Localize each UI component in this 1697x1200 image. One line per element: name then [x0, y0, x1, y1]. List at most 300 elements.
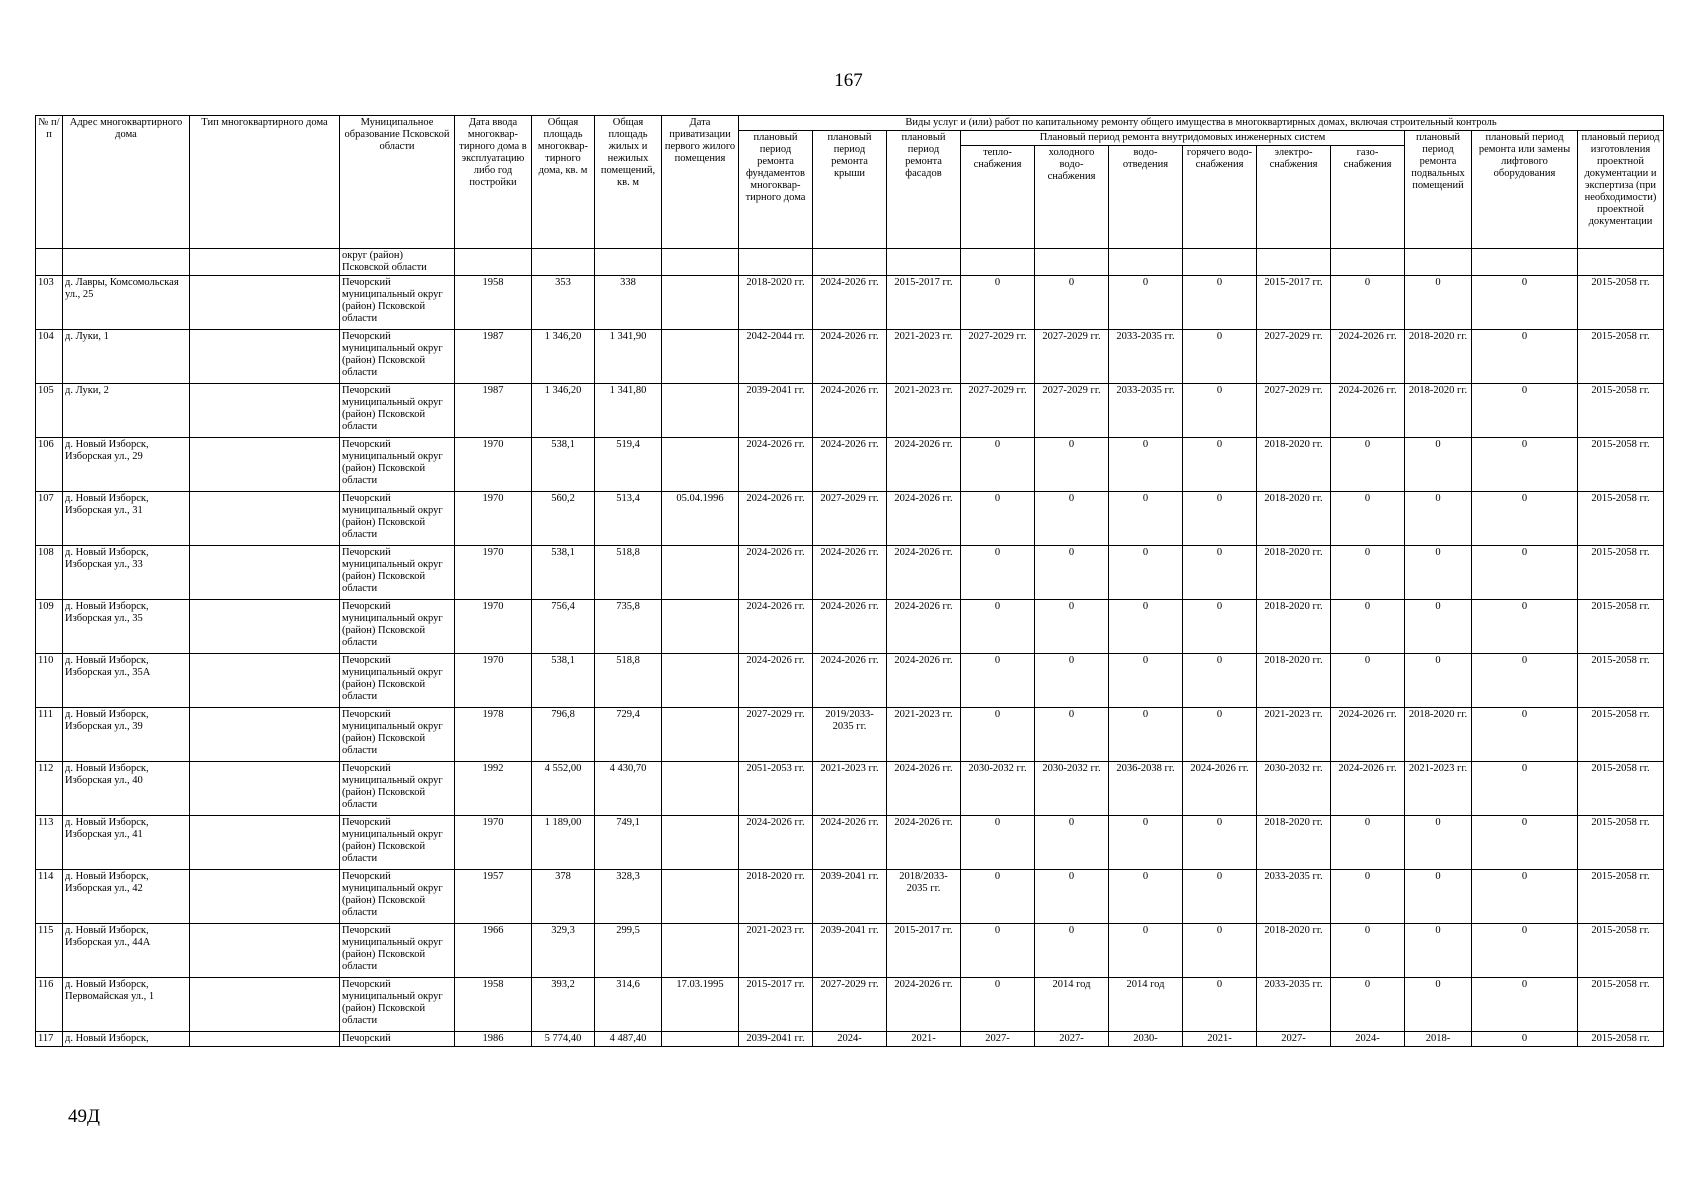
cell-design-docs: 2015-2058 гг.	[1578, 816, 1664, 870]
table-row	[36, 438, 1664, 492]
header-engineering-group: Плановый период ремонта внутридомовых инженерных систем	[961, 131, 1405, 146]
cell-address: д. Новый Изборск, Первомайская ул., 1	[63, 978, 190, 1032]
cell-foundation: 2024-2026 гг.	[739, 438, 813, 492]
cell-house-type	[190, 438, 340, 492]
cell-roof: 2024-2026 гг.	[813, 276, 887, 330]
cell-basement: 0	[1405, 654, 1472, 708]
cell-facade: 2024-2026 гг.	[887, 762, 961, 816]
table-row	[36, 276, 1664, 330]
cell-facade: 2018/2033-2035 гг.	[887, 870, 961, 924]
cell-living-area: 513,4	[595, 492, 662, 546]
cell-design-docs: 2015-2058 гг.	[1578, 546, 1664, 600]
cell-num: 103	[36, 276, 63, 330]
cell-hot-water: 0	[1183, 924, 1257, 978]
cell-cold-water: 0	[1035, 438, 1109, 492]
cell-elevator: 0	[1472, 762, 1578, 816]
table-row	[36, 330, 1664, 384]
cell-sewer: 0	[1109, 492, 1183, 546]
cell-living-area: 314,6	[595, 978, 662, 1032]
table-row	[36, 384, 1664, 438]
cell-electric: 2018-2020 гг.	[1257, 924, 1331, 978]
cell-facade: 2024-2026 гг.	[887, 816, 961, 870]
cell-hot-water: 0	[1183, 708, 1257, 762]
header-gas: газо-снабжения	[1331, 146, 1405, 249]
cell-elevator: 0	[1472, 546, 1578, 600]
cell-year: 1970	[455, 654, 532, 708]
header-num: № п/п	[36, 116, 63, 249]
cell-sewer: 0	[1109, 438, 1183, 492]
cell-gas: 0	[1331, 546, 1405, 600]
table-row	[36, 600, 1664, 654]
cell-total-area: 538,1	[532, 438, 595, 492]
cell-sewer: 0	[1109, 600, 1183, 654]
cell-num: 104	[36, 330, 63, 384]
cell-cold-water: 0	[1035, 870, 1109, 924]
cell-basement: 0	[1405, 816, 1472, 870]
cell-foundation: 2042-2044 гг.	[739, 330, 813, 384]
cell-electric: 2018-2020 гг.	[1257, 492, 1331, 546]
cell-gas: 0	[1331, 438, 1405, 492]
cell-cold-water: 0	[1035, 816, 1109, 870]
cell-gas: 2024-2026 гг.	[1331, 762, 1405, 816]
header-electric: электро-снабжения	[1257, 146, 1331, 249]
cell-privatization-date: 17.03.1995	[662, 978, 739, 1032]
cell-foundation: 2021-2023 гг.	[739, 924, 813, 978]
cell-facade: 2021-2023 гг.	[887, 330, 961, 384]
cell-roof: 2039-2041 гг.	[813, 924, 887, 978]
cell-gas: 2024-2026 гг.	[1331, 330, 1405, 384]
cell-sewer: 0	[1109, 654, 1183, 708]
cell-facade: 2015-2017 гг.	[887, 924, 961, 978]
cell-year: 1958	[455, 978, 532, 1032]
cell-num: 109	[36, 600, 63, 654]
cell-municipality: Печорский муниципальный округ (район) Псковской области	[340, 492, 455, 546]
header-works-group: Виды услуг и (или) работ по капитальному ремонту общего имущества в многоквартирных домах, включая строительный контроль	[739, 116, 1664, 131]
cell-total-area: 796,8	[532, 708, 595, 762]
cell-privatization-date	[662, 762, 739, 816]
cell-living-area: 519,4	[595, 438, 662, 492]
cell-year: 1970	[455, 816, 532, 870]
cell-roof: 2024-2026 гг.	[813, 600, 887, 654]
cell-elevator: 0	[1472, 384, 1578, 438]
cell-hot-water: 0	[1183, 654, 1257, 708]
cell-electric: 2033-2035 гг.	[1257, 870, 1331, 924]
cell-total-area: 329,3	[532, 924, 595, 978]
cell-address: д. Луки, 1	[63, 330, 190, 384]
cell-heat: 0	[961, 708, 1035, 762]
cell-address: д. Новый Изборск, Изборская ул., 35	[63, 600, 190, 654]
cell-year: 1970	[455, 546, 532, 600]
cell-living-area: 299,5	[595, 924, 662, 978]
cell-year: 1978	[455, 708, 532, 762]
cell-heat: 0	[961, 438, 1035, 492]
cell-sewer: 2033-2035 гг.	[1109, 384, 1183, 438]
cell-house-type	[190, 546, 340, 600]
cell-house-type	[190, 924, 340, 978]
cell-total-area: 1 189,00	[532, 816, 595, 870]
cell-heat: 0	[961, 870, 1035, 924]
cell-year: 1992	[455, 762, 532, 816]
cell-electric: 2030-2032 гг.	[1257, 762, 1331, 816]
cell-living-area: 4 487,40	[595, 1032, 662, 1047]
cell-municipality: Печорский муниципальный округ (район) Псковской области	[340, 276, 455, 330]
cell-num: 111	[36, 708, 63, 762]
table-row	[36, 762, 1664, 816]
cell-electric: 2021-2023 гг.	[1257, 708, 1331, 762]
cell-elevator: 0	[1472, 924, 1578, 978]
cell-heat: 0	[961, 276, 1035, 330]
cell-privatization-date	[662, 330, 739, 384]
cell-year: 1958	[455, 276, 532, 330]
cell-gas: 0	[1331, 816, 1405, 870]
cell-living-area: 338	[595, 276, 662, 330]
cell-year: 1970	[455, 600, 532, 654]
cell-roof: 2024-2026 гг.	[813, 546, 887, 600]
cell-house-type	[190, 762, 340, 816]
cell-num: 110	[36, 654, 63, 708]
cell-electric: 2018-2020 гг.	[1257, 600, 1331, 654]
cell-basement: 2021-2023 гг.	[1405, 762, 1472, 816]
cell-facade: 2015-2017 гг.	[887, 276, 961, 330]
cell-gas: 2024-2026 гг.	[1331, 708, 1405, 762]
cell-hot-water: 0	[1183, 492, 1257, 546]
cell-roof: 2024-2026 гг.	[813, 438, 887, 492]
cell-year: 1957	[455, 870, 532, 924]
cell-address: д. Новый Изборск, Изборская ул., 44А	[63, 924, 190, 978]
cell-roof: 2024-2026 гг.	[813, 654, 887, 708]
cell-total-area: 1 346,20	[532, 330, 595, 384]
cell-gas: 0	[1331, 870, 1405, 924]
cell-privatization-date	[662, 438, 739, 492]
cell-total-area: 378	[532, 870, 595, 924]
table-body	[36, 249, 1664, 1047]
cell-living-area: 735,8	[595, 600, 662, 654]
cell-municipality: Печорский муниципальный округ (район) Псковской области	[340, 600, 455, 654]
header-cold-water: холодного водо-снабжения	[1035, 146, 1109, 249]
cell-municipality: Печорский муниципальный округ (район) Псковской области	[340, 978, 455, 1032]
header-house-type: Тип многоквартирного дома	[190, 116, 340, 249]
cell-num: 105	[36, 384, 63, 438]
cell-num: 113	[36, 816, 63, 870]
cell-roof: 2024-2026 гг.	[813, 330, 887, 384]
cell-elevator: 0	[1472, 708, 1578, 762]
cell-basement: 2018-2020 гг.	[1405, 708, 1472, 762]
cell-hot-water: 2021-	[1183, 1032, 1257, 1047]
cell-design-docs: 2015-2058 гг.	[1578, 924, 1664, 978]
header-address: Адрес многоквартирного дома	[63, 116, 190, 249]
header-commission-date: Дата ввода многоквар-тирного дома в эксплуатацию либо год постройки	[455, 116, 532, 249]
cell-sewer: 0	[1109, 924, 1183, 978]
page-number: 167	[834, 70, 863, 91]
cell-year: 1966	[455, 924, 532, 978]
table-row	[36, 492, 1664, 546]
cell-heat: 2027-2029 гг.	[961, 384, 1035, 438]
cell-living-area: 1 341,80	[595, 384, 662, 438]
continuation-row	[36, 249, 1664, 276]
cell-sewer: 2014 год	[1109, 978, 1183, 1032]
cell-municipality: Печорский муниципальный округ (район) Псковской области	[340, 816, 455, 870]
cell-cold-water: 0	[1035, 924, 1109, 978]
cell-design-docs: 2015-2058 гг.	[1578, 1032, 1664, 1047]
cell-cold-water: 0	[1035, 546, 1109, 600]
cell-basement: 0	[1405, 870, 1472, 924]
header-living-area: Общая площадь жилых и нежилых помещений, кв. м	[595, 116, 662, 249]
cell-facade: 2024-2026 гг.	[887, 600, 961, 654]
cell-basement: 0	[1405, 546, 1472, 600]
cell-cold-water: 0	[1035, 600, 1109, 654]
cell-basement: 2018-2020 гг.	[1405, 330, 1472, 384]
cell-address: д. Новый Изборск, Изборская ул., 31	[63, 492, 190, 546]
cell-privatization-date	[662, 654, 739, 708]
cell-sewer: 2036-2038 гг.	[1109, 762, 1183, 816]
header-privatization-date: Дата приватизации первого жилого помещения	[662, 116, 739, 249]
header-sewer: водо-отведения	[1109, 146, 1183, 249]
cell-elevator: 0	[1472, 654, 1578, 708]
cell-basement: 0	[1405, 492, 1472, 546]
cell-foundation: 2027-2029 гг.	[739, 708, 813, 762]
cell-sewer: 2033-2035 гг.	[1109, 330, 1183, 384]
cell-hot-water: 0	[1183, 870, 1257, 924]
cell-facade: 2021-2023 гг.	[887, 384, 961, 438]
cell-cold-water: 0	[1035, 654, 1109, 708]
cell-total-area: 393,2	[532, 978, 595, 1032]
cell-cold-water: 0	[1035, 492, 1109, 546]
cell-design-docs: 2015-2058 гг.	[1578, 276, 1664, 330]
cell-heat: 0	[961, 978, 1035, 1032]
cell-electric: 2033-2035 гг.	[1257, 978, 1331, 1032]
table-row	[36, 978, 1664, 1032]
cell-gas: 0	[1331, 654, 1405, 708]
cell-foundation: 2051-2053 гг.	[739, 762, 813, 816]
cell-total-area: 538,1	[532, 546, 595, 600]
cell-address: д. Новый Изборск, Изборская ул., 39	[63, 708, 190, 762]
cell-privatization-date	[662, 384, 739, 438]
cell-elevator: 0	[1472, 816, 1578, 870]
cell-foundation: 2024-2026 гг.	[739, 654, 813, 708]
header-foundation: плановый период ремонта фундаментов многоквар-тирного дома	[739, 131, 813, 249]
header-municipality: Муниципальное образование Псковской области	[340, 116, 455, 249]
cell-foundation: 2015-2017 гг.	[739, 978, 813, 1032]
table-row	[36, 924, 1664, 978]
header-hot-water: горячего водо-снабжения	[1183, 146, 1257, 249]
cell-facade: 2024-2026 гг.	[887, 438, 961, 492]
cell-heat: 2027-	[961, 1032, 1035, 1047]
cell-total-area: 560,2	[532, 492, 595, 546]
cell-address: д. Новый Изборск, Изборская ул., 33	[63, 546, 190, 600]
cell-house-type	[190, 1032, 340, 1047]
cell-design-docs: 2015-2058 гг.	[1578, 762, 1664, 816]
cell-elevator: 0	[1472, 276, 1578, 330]
cell-gas: 0	[1331, 924, 1405, 978]
cell-privatization-date	[662, 276, 739, 330]
cell-living-area: 4 430,70	[595, 762, 662, 816]
cell-design-docs: 2015-2058 гг.	[1578, 384, 1664, 438]
cell-heat: 0	[961, 654, 1035, 708]
header-basement: плановый период ремонта подвальных помещений	[1405, 131, 1472, 249]
cell-living-area: 729,4	[595, 708, 662, 762]
cell-num: 116	[36, 978, 63, 1032]
cell-foundation: 2024-2026 гг.	[739, 600, 813, 654]
cell-cold-water: 2014 год	[1035, 978, 1109, 1032]
cell-design-docs: 2015-2058 гг.	[1578, 978, 1664, 1032]
cell-privatization-date	[662, 1032, 739, 1047]
cell-roof: 2024-	[813, 1032, 887, 1047]
cell-privatization-date	[662, 924, 739, 978]
cell-address: д. Новый Изборск, Изборская ул., 29	[63, 438, 190, 492]
cell-living-area: 749,1	[595, 816, 662, 870]
cell-heat: 2030-2032 гг.	[961, 762, 1035, 816]
cell-foundation: 2018-2020 гг.	[739, 276, 813, 330]
cell-design-docs: 2015-2058 гг.	[1578, 708, 1664, 762]
cell-house-type	[190, 276, 340, 330]
cell-roof: 2024-2026 гг.	[813, 384, 887, 438]
cell-facade: 2024-2026 гг.	[887, 654, 961, 708]
header-heat: тепло-снабжения	[961, 146, 1035, 249]
cell-electric: 2027-	[1257, 1032, 1331, 1047]
cell-roof: 2019/2033-2035 гг.	[813, 708, 887, 762]
cell-total-area: 5 774,40	[532, 1032, 595, 1047]
cell-design-docs: 2015-2058 гг.	[1578, 600, 1664, 654]
cell-living-area: 518,8	[595, 654, 662, 708]
cell-facade: 2021-	[887, 1032, 961, 1047]
cell-house-type	[190, 330, 340, 384]
cell-facade: 2024-2026 гг.	[887, 492, 961, 546]
cell-heat: 0	[961, 816, 1035, 870]
cell-facade: 2024-2026 гг.	[887, 978, 961, 1032]
cell-gas: 2024-	[1331, 1032, 1405, 1047]
cell-electric: 2018-2020 гг.	[1257, 546, 1331, 600]
cell-sewer: 2030-	[1109, 1032, 1183, 1047]
cell-municipality: Печорский муниципальный округ (район) Псковской области	[340, 384, 455, 438]
cell-foundation: 2024-2026 гг.	[739, 492, 813, 546]
cell-facade: 2021-2023 гг.	[887, 708, 961, 762]
capital-repair-table	[35, 115, 1664, 1047]
cell-living-area: 1 341,90	[595, 330, 662, 384]
cell-foundation: 2024-2026 гг.	[739, 816, 813, 870]
cell-elevator: 0	[1472, 1032, 1578, 1047]
footer-code: 49Д	[68, 1106, 100, 1127]
cell-heat: 0	[961, 492, 1035, 546]
cell-basement: 0	[1405, 978, 1472, 1032]
cell-foundation: 2024-2026 гг.	[739, 546, 813, 600]
cell-living-area: 518,8	[595, 546, 662, 600]
cell-privatization-date	[662, 816, 739, 870]
cell-electric: 2018-2020 гг.	[1257, 438, 1331, 492]
cell-elevator: 0	[1472, 438, 1578, 492]
cell-year: 1987	[455, 384, 532, 438]
cell-roof: 2027-2029 гг.	[813, 492, 887, 546]
cell-gas: 0	[1331, 276, 1405, 330]
cell-cold-water: 0	[1035, 276, 1109, 330]
cell-sewer: 0	[1109, 546, 1183, 600]
cell-num: 108	[36, 546, 63, 600]
cell-hot-water: 0	[1183, 276, 1257, 330]
cell-elevator: 0	[1472, 600, 1578, 654]
cell-sewer: 0	[1109, 708, 1183, 762]
header-elevator: плановый период ремонта или замены лифтового оборудования	[1472, 131, 1578, 249]
cell-cold-water: 2027-	[1035, 1032, 1109, 1047]
cell-num: 112	[36, 762, 63, 816]
cell-hot-water: 0	[1183, 600, 1257, 654]
cell-gas: 2024-2026 гг.	[1331, 384, 1405, 438]
cell-house-type	[190, 384, 340, 438]
cell-house-type	[190, 654, 340, 708]
cell-facade: 2024-2026 гг.	[887, 546, 961, 600]
cell-municipality: Печорский муниципальный округ (район) Псковской области	[340, 708, 455, 762]
cell-year: 1986	[455, 1032, 532, 1047]
cell-hot-water: 0	[1183, 816, 1257, 870]
cell-cold-water: 2030-2032 гг.	[1035, 762, 1109, 816]
cell-design-docs: 2015-2058 гг.	[1578, 438, 1664, 492]
cell-address: д. Новый Изборск, Изборская ул., 35А	[63, 654, 190, 708]
cell-hot-water: 0	[1183, 330, 1257, 384]
cell-hot-water: 0	[1183, 546, 1257, 600]
cell-hot-water: 0	[1183, 978, 1257, 1032]
cell-roof: 2021-2023 гг.	[813, 762, 887, 816]
cell-design-docs: 2015-2058 гг.	[1578, 492, 1664, 546]
header-design-docs: плановый период изготовления проектной документации и экспертиза (при необходимости) проектной документации	[1578, 131, 1664, 249]
cell-address: д. Новый Изборск, Изборская ул., 41	[63, 816, 190, 870]
cell-municipality: округ (район) Псковской области	[340, 249, 455, 276]
cell-num: 114	[36, 870, 63, 924]
cell-gas: 0	[1331, 600, 1405, 654]
cell-basement: 0	[1405, 438, 1472, 492]
cell-house-type	[190, 492, 340, 546]
cell-house-type	[190, 978, 340, 1032]
cell-total-area: 353	[532, 276, 595, 330]
cell-num: 117	[36, 1032, 63, 1047]
cell-privatization-date: 05.04.1996	[662, 492, 739, 546]
cell-house-type	[190, 708, 340, 762]
cell-basement: 0	[1405, 924, 1472, 978]
cell-foundation: 2039-2041 гг.	[739, 1032, 813, 1047]
cell-heat: 2027-2029 гг.	[961, 330, 1035, 384]
cell-address: д. Новый Изборск, Изборская ул., 40	[63, 762, 190, 816]
cell-municipality: Печорский муниципальный округ (район) Псковской области	[340, 870, 455, 924]
cell-municipality: Печорский муниципальный округ (район) Псковской области	[340, 762, 455, 816]
cell-electric: 2018-2020 гг.	[1257, 816, 1331, 870]
cell-num: 107	[36, 492, 63, 546]
cell-address: д. Луки, 2	[63, 384, 190, 438]
cell-electric: 2015-2017 гг.	[1257, 276, 1331, 330]
cell-design-docs: 2015-2058 гг.	[1578, 870, 1664, 924]
cell-foundation: 2039-2041 гг.	[739, 384, 813, 438]
cell-privatization-date	[662, 870, 739, 924]
cell-gas: 0	[1331, 492, 1405, 546]
cell-house-type	[190, 870, 340, 924]
cell-privatization-date	[662, 600, 739, 654]
cell-municipality: Печорский муниципальный округ (район) Псковской области	[340, 924, 455, 978]
cell-total-area: 4 552,00	[532, 762, 595, 816]
cell-hot-water: 0	[1183, 384, 1257, 438]
cell-elevator: 0	[1472, 978, 1578, 1032]
cell-address: д. Новый Изборск, Изборская ул., 42	[63, 870, 190, 924]
cell-electric: 2027-2029 гг.	[1257, 384, 1331, 438]
cell-basement: 0	[1405, 600, 1472, 654]
cell-elevator: 0	[1472, 330, 1578, 384]
cell-privatization-date	[662, 708, 739, 762]
cell-municipality: Печорский муниципальный округ (район) Псковской области	[340, 330, 455, 384]
cell-year: 1970	[455, 438, 532, 492]
table-row	[36, 1032, 1664, 1047]
cell-sewer: 0	[1109, 870, 1183, 924]
cell-foundation: 2018-2020 гг.	[739, 870, 813, 924]
cell-roof: 2027-2029 гг.	[813, 978, 887, 1032]
cell-basement: 0	[1405, 276, 1472, 330]
cell-house-type	[190, 600, 340, 654]
header-roof: плановый период ремонта крыши	[813, 131, 887, 249]
cell-year: 1987	[455, 330, 532, 384]
